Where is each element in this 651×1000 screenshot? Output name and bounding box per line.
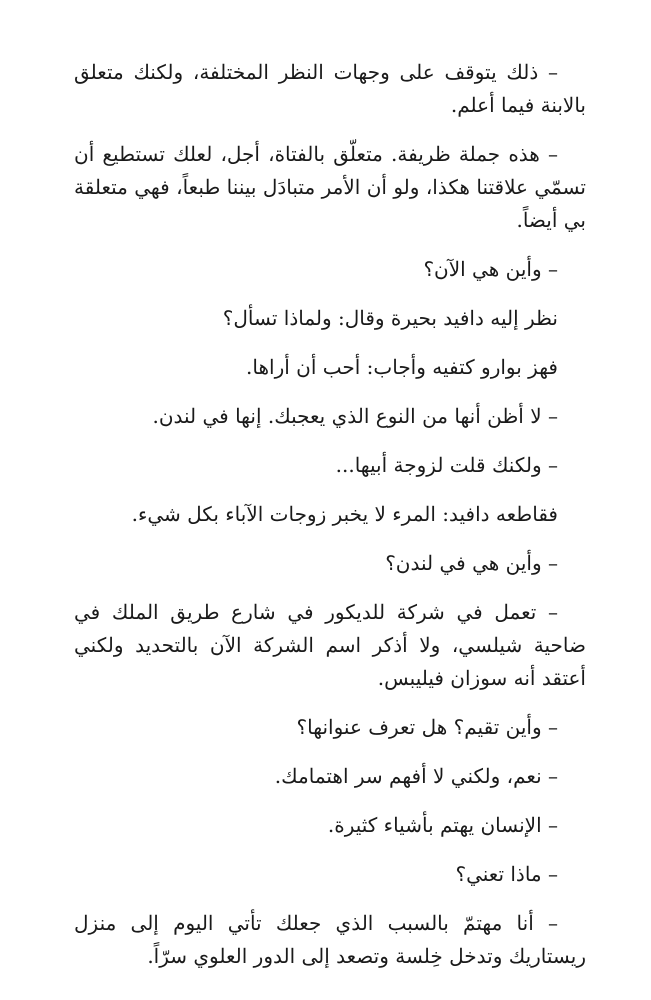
dialogue-paragraph: – ماذا تعني؟ [455, 862, 558, 886]
narration-paragraph: فقاطعه دافيد: المرء لا يخبر زوجات الآباء بكل شيء. [131, 502, 558, 526]
dialogue-paragraph: – نعم، ولكني لا أفهم سر اهتمامك. [274, 764, 558, 788]
book-page [74, 56, 586, 989]
narration-paragraph: فهز بوارو كتفيه وأجاب: أحب أن أراها. [246, 355, 558, 379]
dialogue-paragraph: – ذلك يتوقف على وجهات النظر المختلفة، ولكنك متعلق بالابنة فيما أعلم. [74, 60, 586, 117]
dialogue-paragraph: – ولكنك قلت لزوجة أبيها... [335, 453, 558, 477]
dialogue-paragraph: – لا أظن أنها من النوع الذي يعجبك. إنها في لندن. [152, 404, 558, 428]
dialogue-paragraph: – وأين تقيم؟ هل تعرف عنوانها؟ [296, 715, 558, 739]
dialogue-paragraph: – وأين هي الآن؟ [423, 257, 558, 281]
dialogue-paragraph: – الإنسان يهتم بأشياء كثيرة. [327, 813, 558, 837]
narration-paragraph: نظر إليه دافيد بحيرة وقال: ولماذا تسأل؟ [222, 306, 558, 330]
dialogue-paragraph: – وأين هي في لندن؟ [385, 551, 558, 575]
dialogue-paragraph: – تعمل في شركة للديكور في شارع طريق الملك في ضاحية شيلسي، ولا أذكر اسم الشركة الآن بالتحديد ولكني أعتقد أنه سوزان فيليبس. [74, 600, 586, 690]
dialogue-paragraph: – أنا مهتمّ بالسبب الذي جعلك تأتي اليوم إلى منزل ريستاريك وتدخل خِلسة وتصعد إلى الدور العلوي سرّاً. [74, 911, 586, 968]
dialogue-paragraph: – هذه جملة ظريفة. متعلّق بالفتاة، أجل، لعلك تستطيع أن تسمّي علاقتنا هكذا، ولو أن الأمر متبادَل بيننا طبعاً، فهي متعلقة بي أيضاً. [74, 142, 587, 232]
